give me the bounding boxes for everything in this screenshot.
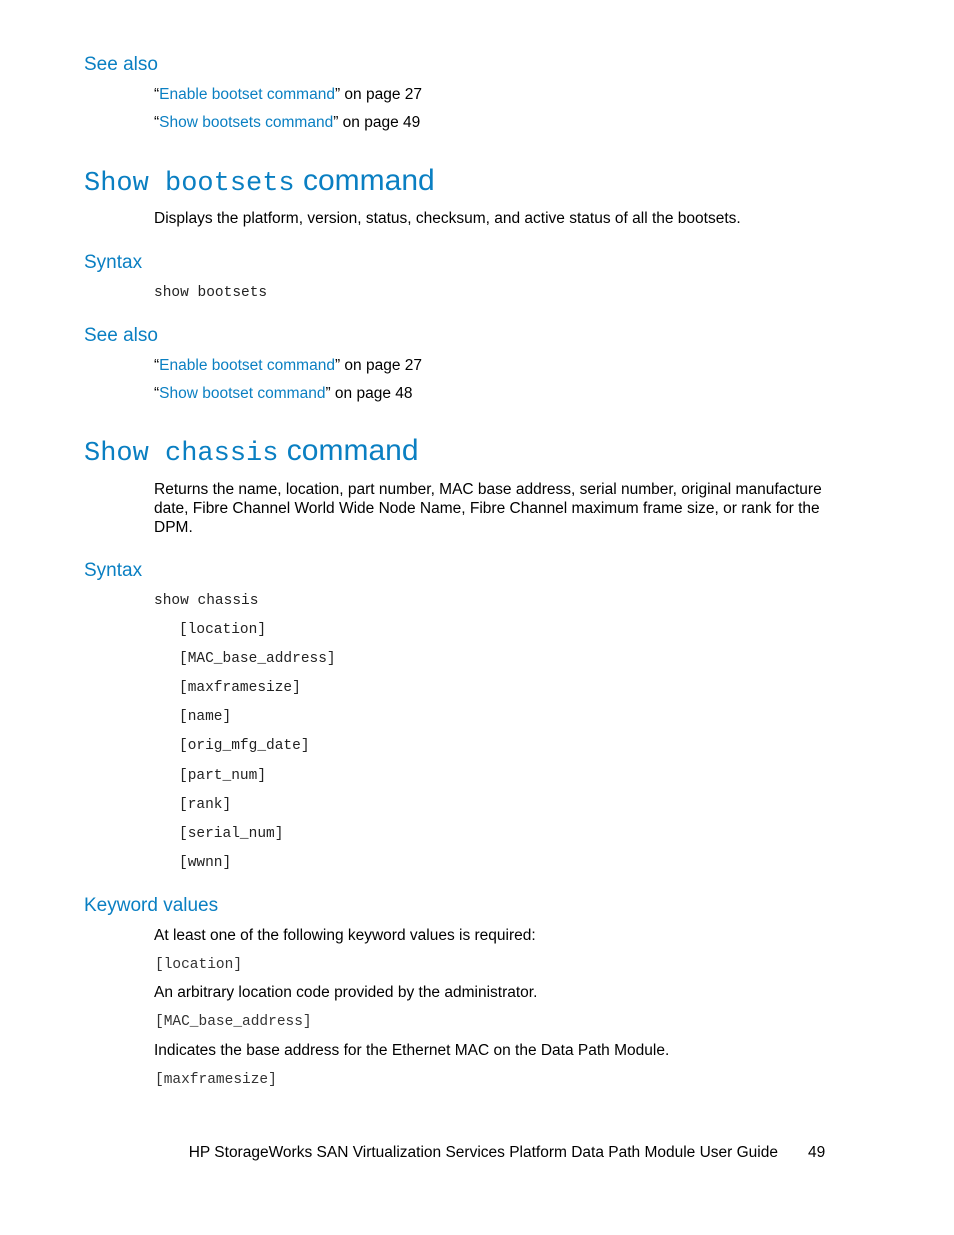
show-bootsets-description: Displays the platform, version, status, checksum, and active status of all the bootsets. bbox=[154, 210, 741, 227]
syntax-option: [wwnn] bbox=[179, 855, 232, 871]
see-also-ref: “Enable bootset command” on page 27 bbox=[154, 86, 422, 103]
syntax-option: [orig_mfg_date] bbox=[179, 738, 310, 754]
keyword-values-heading: Keyword values bbox=[84, 895, 219, 916]
syntax-option: [serial_num] bbox=[179, 826, 284, 842]
see-also-ref: “Show bootset command” on page 48 bbox=[154, 385, 413, 402]
syntax-option: [MAC_base_address] bbox=[179, 651, 336, 667]
syntax-heading: Syntax bbox=[84, 252, 143, 273]
syntax-option: [part_num] bbox=[179, 768, 267, 784]
syntax-code: show chassis bbox=[154, 593, 259, 609]
syntax-heading: Syntax bbox=[84, 560, 143, 581]
syntax-code: show bootsets bbox=[154, 285, 268, 301]
show-chassis-title: Show chassis command bbox=[84, 434, 419, 469]
keyword-name: [MAC_base_address] bbox=[155, 1014, 312, 1030]
keyword-description: Indicates the base address for the Ethernet MAC on the Data Path Module. bbox=[154, 1042, 670, 1059]
syntax-option: [maxframesize] bbox=[179, 680, 301, 696]
see-also-heading: See also bbox=[84, 325, 158, 346]
see-also-ref: “Show bootsets command” on page 49 bbox=[154, 114, 421, 131]
show-bootsets-link[interactable]: Show bootsets command bbox=[159, 114, 334, 131]
keyword-description: An arbitrary location code provided by the administrator. bbox=[154, 984, 538, 1001]
see-also-ref: “Enable bootset command” on page 27 bbox=[154, 357, 422, 374]
show-chassis-description: Returns the name, location, part number, MAC base address, serial number, original manufacture date, Fibre Channel World Wide Node Name, Fibre Channel maximum frame size, or rank for the DPM. bbox=[154, 481, 822, 536]
page-number: 49 bbox=[808, 1144, 826, 1161]
footer-guide-title: HP StorageWorks SAN Virtualization Services Platform Data Path Module User Guide bbox=[188, 1144, 778, 1161]
show-bootsets-title: Show bootsets command bbox=[84, 164, 435, 199]
show-bootset-link[interactable]: Show bootset command bbox=[159, 385, 326, 402]
enable-bootset-link[interactable]: Enable bootset command bbox=[159, 357, 335, 374]
syntax-option: [name] bbox=[179, 709, 232, 725]
syntax-option: [location] bbox=[179, 622, 267, 638]
keyword-name: [maxframesize] bbox=[155, 1072, 277, 1088]
keyword-intro: At least one of the following keyword values is required: bbox=[154, 927, 536, 944]
keyword-name: [location] bbox=[155, 957, 243, 973]
syntax-option: [rank] bbox=[179, 797, 232, 813]
see-also-heading: See also bbox=[84, 54, 158, 75]
enable-bootset-link[interactable]: Enable bootset command bbox=[159, 86, 335, 103]
